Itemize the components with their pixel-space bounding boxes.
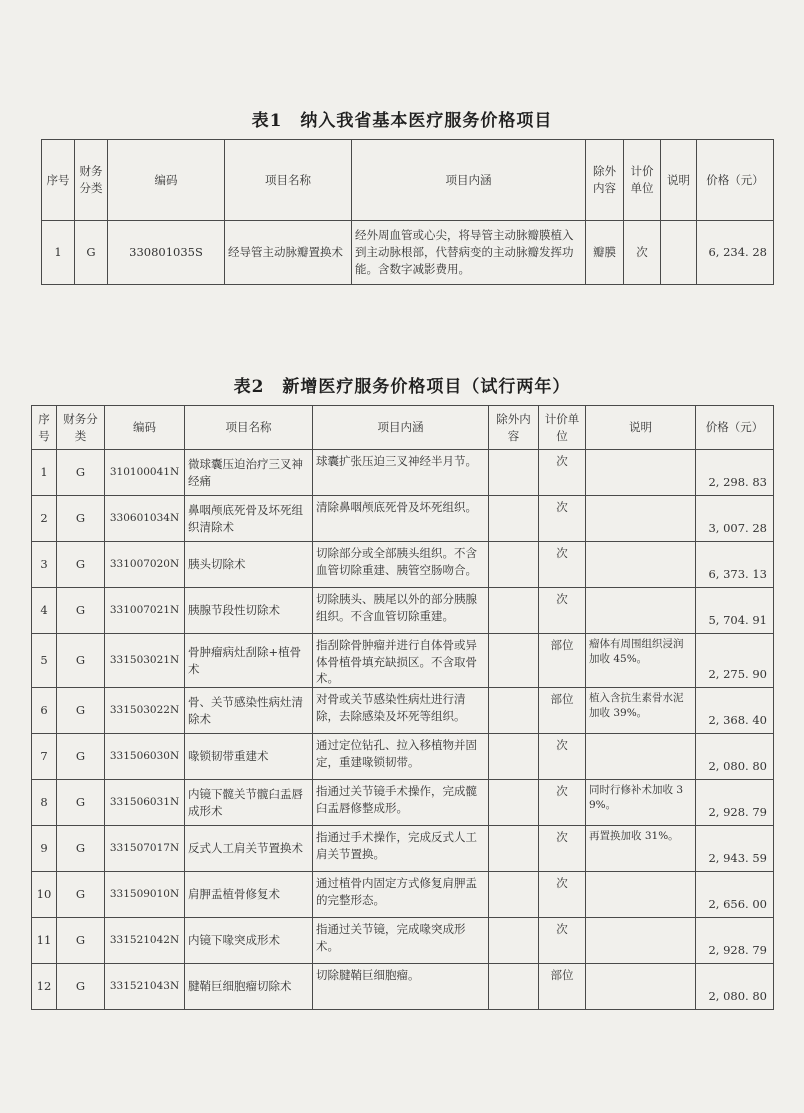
cell-unit: 次 xyxy=(539,872,586,918)
cell-unit: 次 xyxy=(539,496,586,542)
cell-index: 1 xyxy=(42,221,75,285)
cell-note xyxy=(586,588,696,634)
cell-content: 通过定位钻孔、拉入移植物并固定，重建喙锁韧带。 xyxy=(313,734,489,780)
cell-category: G xyxy=(75,221,108,285)
table1-title: 表1 纳入我省基本医疗服务价格项目 xyxy=(251,111,553,131)
cell-unit: 次 xyxy=(539,780,586,826)
cell-name: 喙锁韧带重建术 xyxy=(185,734,313,780)
cell-note: 同时行修补术加收 39%。 xyxy=(586,780,696,826)
cell-index: 8 xyxy=(32,780,57,826)
cell-name: 内镜下喙突成形术 xyxy=(185,918,313,964)
cell-code: 330801035S xyxy=(108,221,225,285)
cell-unit: 次 xyxy=(539,826,586,872)
col-header-excluded: 除外内容 xyxy=(489,406,539,450)
cell-index: 5 xyxy=(32,634,57,688)
cell-excluded xyxy=(489,542,539,588)
cell-unit: 次 xyxy=(624,221,661,285)
cell-note xyxy=(586,918,696,964)
cell-unit: 次 xyxy=(539,542,586,588)
cell-name: 骨肿瘤病灶刮除+植骨术 xyxy=(185,634,313,688)
cell-name: 骨、关节感染性病灶清除术 xyxy=(185,688,313,734)
col-header-code: 编码 xyxy=(108,140,225,221)
cell-price: 2, 943. 59 xyxy=(696,826,774,872)
cell-name: 经导管主动脉瓣置换术 xyxy=(225,221,352,285)
cell-code: 331509010N xyxy=(105,872,185,918)
cell-category: G xyxy=(57,872,105,918)
cell-content: 指通过关节镜手术操作，完成髋臼盂唇修整成形。 xyxy=(313,780,489,826)
cell-note: 植入含抗生素骨水泥加收 39%。 xyxy=(586,688,696,734)
cell-excluded xyxy=(489,450,539,496)
cell-note xyxy=(586,496,696,542)
col-header-unit: 计价单位 xyxy=(624,140,661,221)
col-header-index: 序号 xyxy=(32,406,57,450)
cell-category: G xyxy=(57,588,105,634)
table2-header-row xyxy=(32,406,774,450)
cell-note xyxy=(586,872,696,918)
cell-excluded xyxy=(489,872,539,918)
cell-index: 2 xyxy=(32,496,57,542)
cell-excluded xyxy=(489,688,539,734)
cell-excluded xyxy=(489,734,539,780)
cell-code: 331503021N xyxy=(105,634,185,688)
cell-index: 9 xyxy=(32,826,57,872)
cell-index: 10 xyxy=(32,872,57,918)
table-row xyxy=(32,634,774,688)
col-header-excluded: 除外内容 xyxy=(586,140,624,221)
cell-index: 3 xyxy=(32,542,57,588)
cell-price: 5, 704. 91 xyxy=(696,588,774,634)
cell-category: G xyxy=(57,634,105,688)
cell-code: 331506030N xyxy=(105,734,185,780)
table1-header-row xyxy=(42,140,774,221)
table-row xyxy=(32,496,774,542)
cell-name: 腱鞘巨细胞瘤切除术 xyxy=(185,964,313,1010)
cell-name: 鼻咽颅底死骨及坏死组织清除术 xyxy=(185,496,313,542)
col-header-note: 说明 xyxy=(586,406,696,450)
cell-content: 球囊扩张压迫三叉神经半月节。 xyxy=(313,450,489,496)
cell-excluded xyxy=(489,780,539,826)
cell-unit: 次 xyxy=(539,918,586,964)
cell-unit: 次 xyxy=(539,734,586,780)
cell-code: 310100041N xyxy=(105,450,185,496)
cell-code: 331503022N xyxy=(105,688,185,734)
cell-content: 清除鼻咽颅底死骨及坏死组织。 xyxy=(313,496,489,542)
cell-unit: 次 xyxy=(539,588,586,634)
cell-content: 切除部分或全部胰头组织。不含血管切除重建、胰管空肠吻合。 xyxy=(313,542,489,588)
cell-excluded xyxy=(489,826,539,872)
table2-body xyxy=(32,450,774,1010)
cell-code: 331506031N xyxy=(105,780,185,826)
cell-category: G xyxy=(57,734,105,780)
cell-name: 微球囊压迫治疗三叉神经痛 xyxy=(185,450,313,496)
col-header-name: 项目名称 xyxy=(225,140,352,221)
cell-code: 331007020N xyxy=(105,542,185,588)
cell-price: 6, 373. 13 xyxy=(696,542,774,588)
cell-unit: 部位 xyxy=(539,688,586,734)
cell-note xyxy=(586,734,696,780)
col-header-category: 财务分类 xyxy=(57,406,105,450)
cell-excluded xyxy=(489,496,539,542)
cell-category: G xyxy=(57,826,105,872)
table-row xyxy=(32,450,774,496)
cell-category: G xyxy=(57,780,105,826)
table2-title: 表2 新增医疗服务价格项目（试行两年） xyxy=(233,377,571,397)
cell-category: G xyxy=(57,688,105,734)
cell-category: G xyxy=(57,542,105,588)
col-header-note: 说明 xyxy=(661,140,697,221)
cell-content: 指通过关节镜，完成喙突成形术。 xyxy=(313,918,489,964)
cell-code: 330601034N xyxy=(105,496,185,542)
cell-content: 切除胰头、胰尾以外的部分胰腺组织。不含血管切除重建。 xyxy=(313,588,489,634)
cell-code: 331521042N xyxy=(105,918,185,964)
cell-content: 经外周血管或心尖，将导管主动脉瓣膜植入到主动脉根部，代替病变的主动脉瓣发挥功能。含数字减影费用。 xyxy=(352,221,586,285)
cell-index: 4 xyxy=(32,588,57,634)
cell-price: 3, 007. 28 xyxy=(696,496,774,542)
col-header-price: 价格（元） xyxy=(696,406,774,450)
col-header-content: 项目内涵 xyxy=(313,406,489,450)
col-header-unit: 计价单位 xyxy=(539,406,586,450)
table-row xyxy=(32,734,774,780)
cell-code: 331521043N xyxy=(105,964,185,1010)
cell-index: 7 xyxy=(32,734,57,780)
cell-unit: 部位 xyxy=(539,634,586,688)
cell-content: 指通过手术操作，完成反式人工肩关节置换。 xyxy=(313,826,489,872)
table-row xyxy=(32,918,774,964)
cell-price: 6, 234. 28 xyxy=(697,221,774,285)
cell-excluded xyxy=(489,964,539,1010)
cell-index: 1 xyxy=(32,450,57,496)
cell-code: 331507017N xyxy=(105,826,185,872)
cell-unit: 部位 xyxy=(539,964,586,1010)
cell-note: 再置换加收 31%。 xyxy=(586,826,696,872)
cell-name: 胰头切除术 xyxy=(185,542,313,588)
cell-excluded xyxy=(489,588,539,634)
cell-name: 内镜下髋关节髋臼盂唇成形术 xyxy=(185,780,313,826)
table-row xyxy=(32,688,774,734)
table-row xyxy=(32,588,774,634)
cell-price: 2, 080. 80 xyxy=(696,734,774,780)
col-header-code: 编码 xyxy=(105,406,185,450)
cell-note xyxy=(661,221,697,285)
cell-price: 2, 928. 79 xyxy=(696,918,774,964)
cell-price: 2, 298. 83 xyxy=(696,450,774,496)
cell-content: 指刮除骨肿瘤并进行自体骨或异体骨植骨填充缺损区。不含取骨术。 xyxy=(313,634,489,688)
table-row xyxy=(32,780,774,826)
cell-price: 2, 275. 90 xyxy=(696,634,774,688)
cell-content: 切除腱鞘巨细胞瘤。 xyxy=(313,964,489,1010)
cell-index: 11 xyxy=(32,918,57,964)
cell-code: 331007021N xyxy=(105,588,185,634)
cell-note xyxy=(586,450,696,496)
col-header-name: 项目名称 xyxy=(185,406,313,450)
cell-price: 2, 928. 79 xyxy=(696,780,774,826)
cell-excluded xyxy=(489,918,539,964)
cell-content: 对骨或关节感染性病灶进行清除，去除感染及坏死等组织。 xyxy=(313,688,489,734)
col-header-content: 项目内涵 xyxy=(352,140,586,221)
cell-name: 反式人工肩关节置换术 xyxy=(185,826,313,872)
col-header-category: 财务分类 xyxy=(75,140,108,221)
table-row xyxy=(32,964,774,1010)
cell-excluded xyxy=(489,634,539,688)
cell-category: G xyxy=(57,918,105,964)
cell-name: 肩胛盂植骨修复术 xyxy=(185,872,313,918)
cell-note xyxy=(586,542,696,588)
table-row xyxy=(42,221,774,285)
cell-category: G xyxy=(57,450,105,496)
cell-index: 12 xyxy=(32,964,57,1010)
table-row xyxy=(32,826,774,872)
price-table-2 xyxy=(31,405,774,1010)
cell-note: 瘤体有周围组织浸润加收 45%。 xyxy=(586,634,696,688)
cell-price: 2, 080. 80 xyxy=(696,964,774,1010)
cell-note xyxy=(586,964,696,1010)
cell-price: 2, 656. 00 xyxy=(696,872,774,918)
cell-name: 胰腺节段性切除术 xyxy=(185,588,313,634)
col-header-price: 价格（元） xyxy=(697,140,774,221)
col-header-index: 序号 xyxy=(42,140,75,221)
cell-category: G xyxy=(57,496,105,542)
cell-excluded: 瓣膜 xyxy=(586,221,624,285)
cell-price: 2, 368. 40 xyxy=(696,688,774,734)
cell-unit: 次 xyxy=(539,450,586,496)
table-row xyxy=(32,542,774,588)
table-row xyxy=(32,872,774,918)
price-table-1 xyxy=(41,139,774,285)
cell-category: G xyxy=(57,964,105,1010)
cell-content: 通过植骨内固定方式修复肩胛盂的完整形态。 xyxy=(313,872,489,918)
cell-index: 6 xyxy=(32,688,57,734)
